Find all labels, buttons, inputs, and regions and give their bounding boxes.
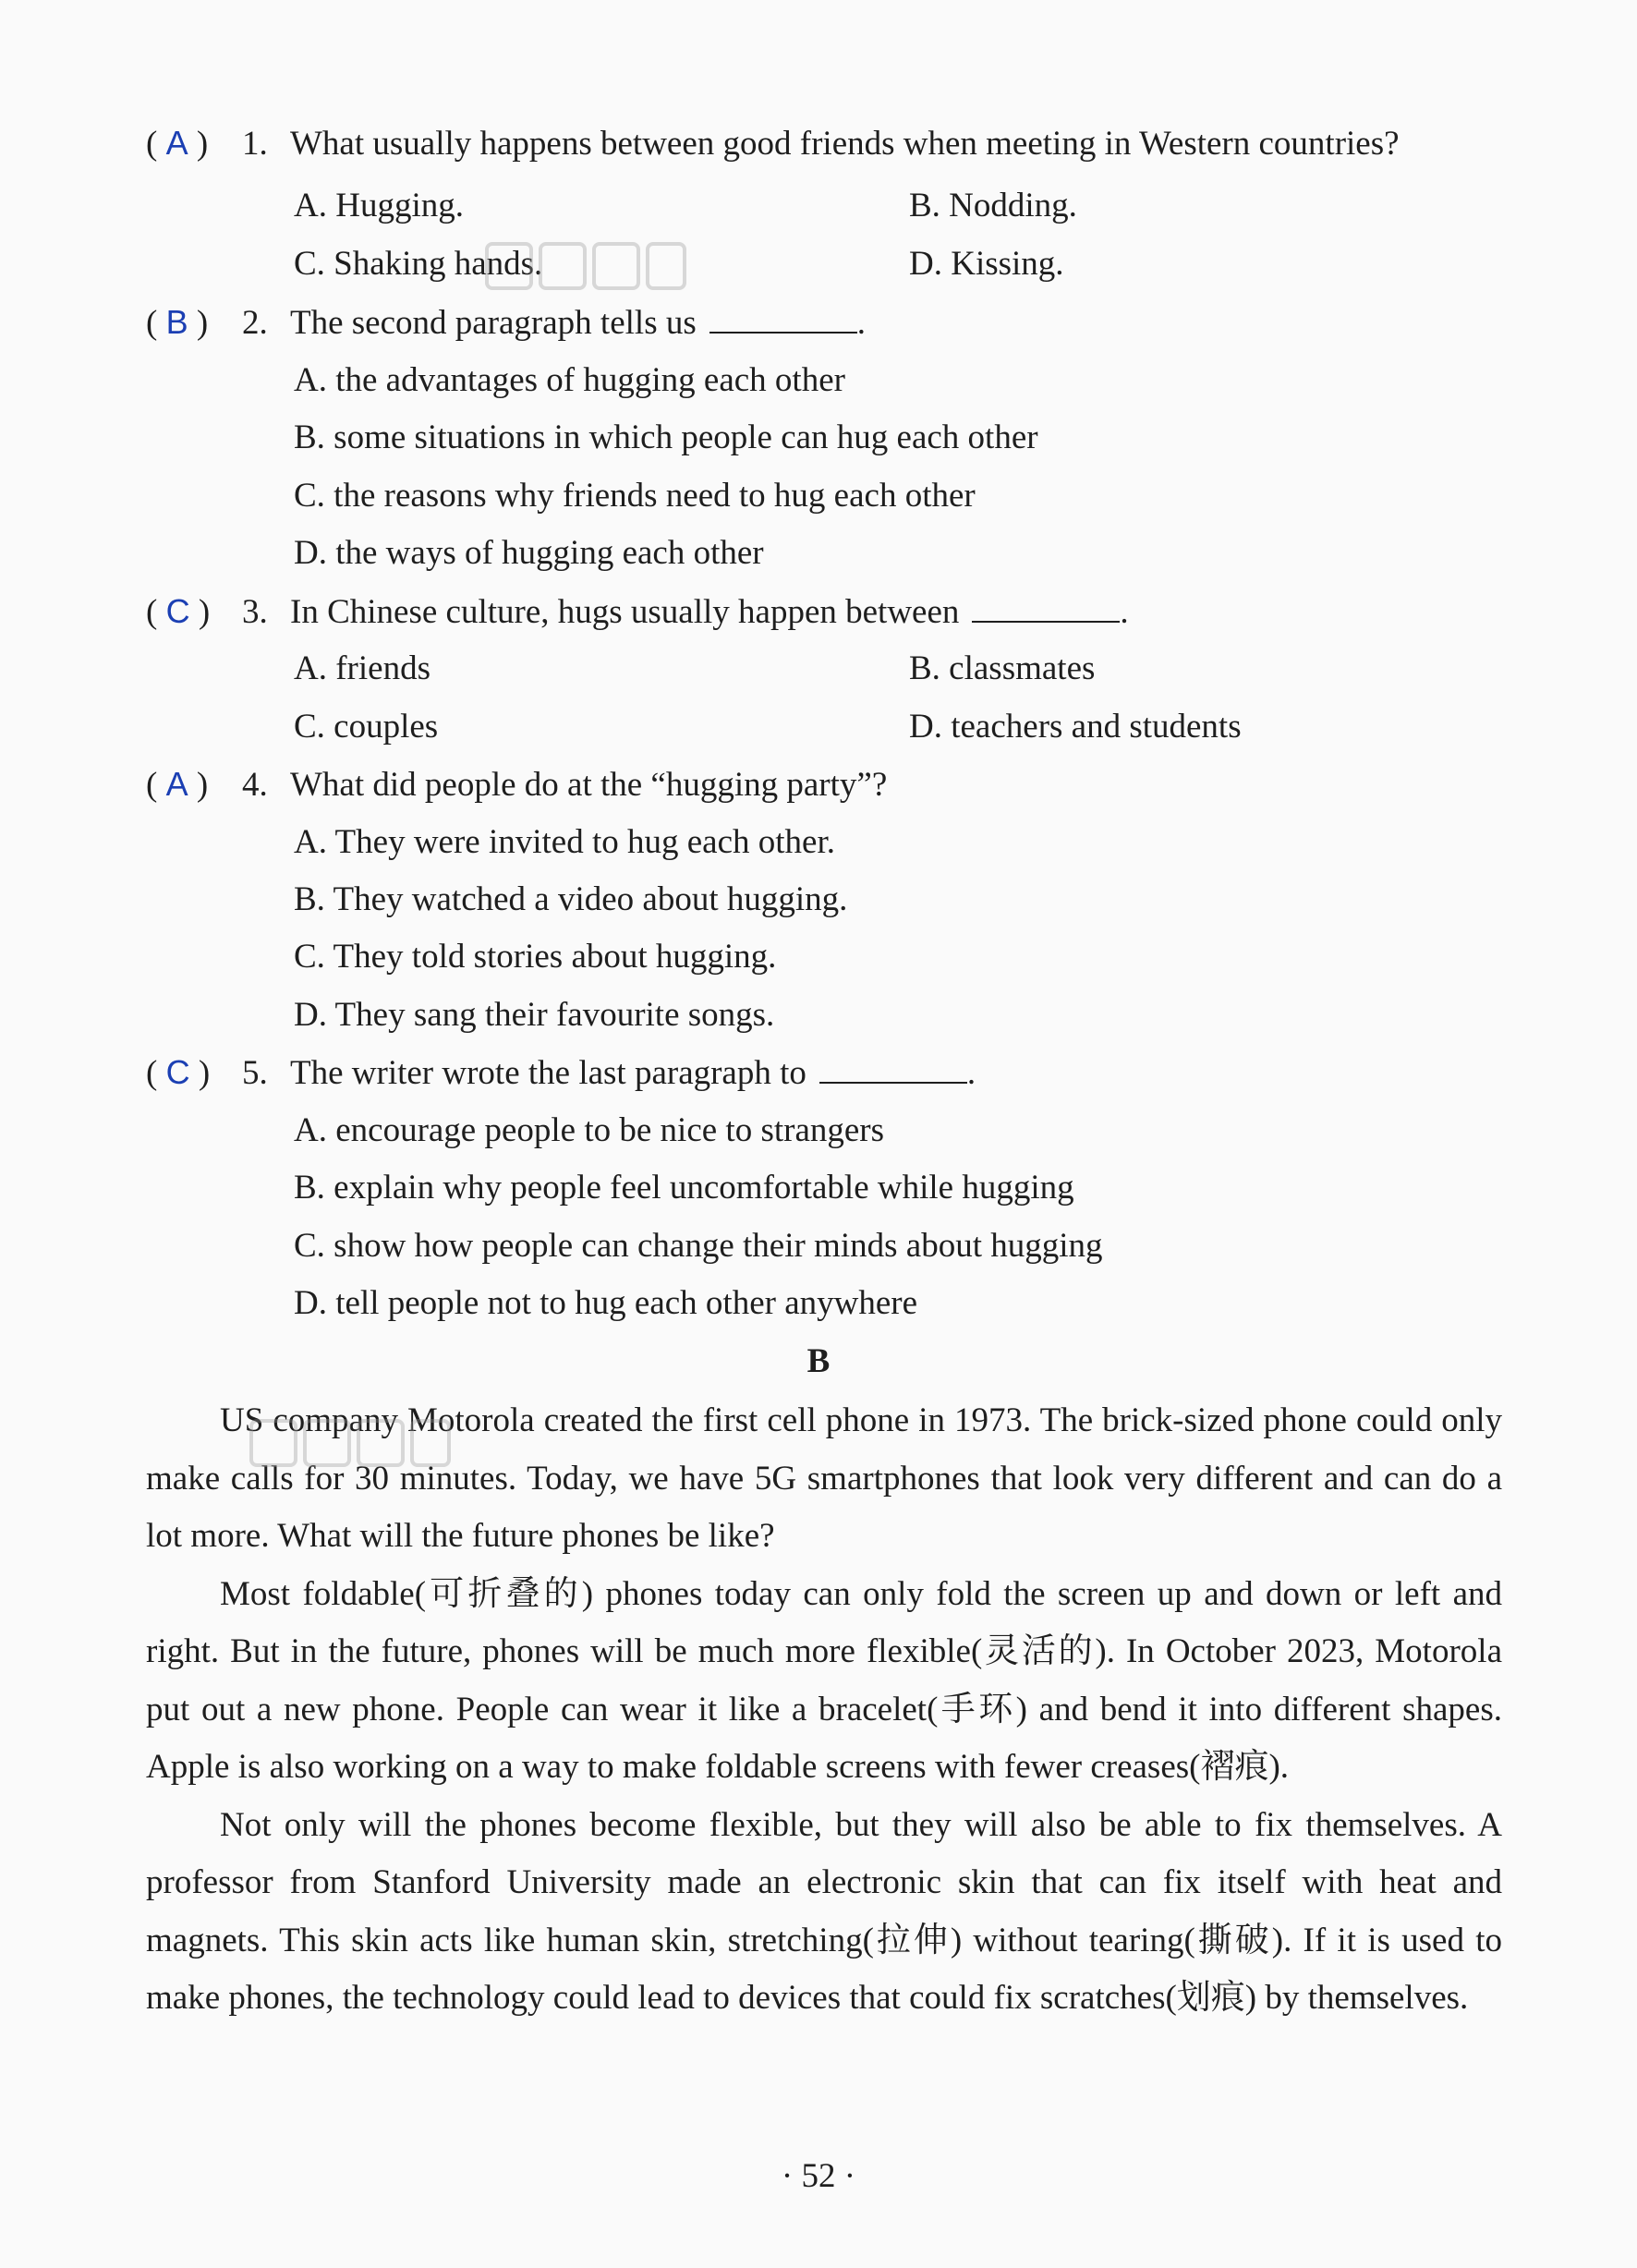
passage-paragraph-1: US company Motorola created the first cell phone in 1973. The brick-sized phone could only make calls for 30 minutes. Today, we have 5G smartphones that look very different and can do a lot more. What will the future phones be like?: [146, 1401, 1502, 1555]
watermark-logo: [249, 1415, 453, 1471]
question-suffix: .: [1120, 593, 1129, 631]
watermark: [249, 1415, 453, 1483]
answer-blank: [819, 1054, 967, 1084]
question-number: 2.: [242, 304, 268, 342]
answer-paren: ( C ): [146, 592, 211, 631]
question-1: [146, 122, 1400, 165]
question-number: 4.: [242, 766, 268, 804]
answer-blank: [972, 593, 1120, 623]
question-number: 3.: [242, 593, 268, 631]
option-b: B. Nodding.: [909, 187, 1077, 224]
option-d: D. Kissing.: [909, 245, 1064, 283]
reading-passage: [146, 1392, 1502, 2028]
option-b: B. explain why people feel uncomfortable while hugging: [294, 1169, 1074, 1207]
answer-paren: ( A ): [146, 124, 209, 163]
answer-paren: ( B ): [146, 303, 209, 342]
answer-letter: B: [165, 303, 188, 341]
question-3: [146, 590, 1129, 634]
watermark: [485, 238, 688, 306]
question-text: What did people do at the “hugging party”?: [290, 766, 888, 804]
question-2: [146, 301, 866, 345]
option-d: D. tell people not to hug each other anywhere: [294, 1284, 918, 1322]
option-c: C. show how people can change their minds about hugging: [294, 1227, 1103, 1265]
question-suffix: .: [966, 1054, 976, 1092]
option-a: A. They were invited to hug each other.: [294, 823, 836, 861]
question-text: What usually happens between good friends when meeting in Western countries?: [290, 125, 1400, 163]
question-text: The second paragraph tells us: [290, 304, 697, 342]
answer-paren: ( A ): [146, 765, 209, 804]
option-c: C. couples: [294, 708, 439, 746]
option-c: C. Shaking hands.: [294, 245, 543, 283]
question-number: 5.: [242, 1054, 268, 1092]
watermark-logo: [485, 238, 688, 294]
option-d: D. the ways of hugging each other: [294, 534, 764, 572]
option-b: B. classmates: [909, 649, 1096, 687]
passage-paragraph-2: Most foldable(可折叠的) phones today can only fold the screen up and down or left and right. But in the future, phones will be much more flexible(灵活的). In October 2023, Motorola put out a new phone. People can wear it like a bracelet(手环) and bend it into different shapes. Apple is also working on a way to make foldable screens with fewer creases(褶痕).: [146, 1574, 1502, 1786]
answer-paren: ( C ): [146, 1053, 211, 1092]
option-d: D. teachers and students: [909, 708, 1242, 746]
option-b: B. some situations in which people can hug each other: [294, 418, 1038, 456]
option-c: C. the reasons why friends need to hug each other: [294, 477, 976, 515]
answer-letter: A: [165, 124, 188, 162]
answer-letter: C: [165, 1053, 190, 1091]
question-text: The writer wrote the last paragraph to: [290, 1054, 806, 1092]
option-a: A. the advantages of hugging each other: [294, 361, 845, 399]
question-number: 1.: [242, 125, 268, 163]
option-d: D. They sang their favourite songs.: [294, 996, 775, 1034]
option-c: C. They told stories about hugging.: [294, 938, 777, 976]
option-a: A. friends: [294, 649, 430, 687]
option-a: A. encourage people to be nice to strangers: [294, 1111, 885, 1149]
option-a: A. Hugging.: [294, 187, 464, 224]
question-4: [146, 763, 887, 807]
question-text: In Chinese culture, hugs usually happen between: [290, 593, 960, 631]
section-heading: B: [806, 1342, 831, 1380]
passage-paragraph-3: Not only will the phones become flexible, but they will also be able to fix themselves. A professor from Stanford University made an electronic skin that can fix itself with heat and magnets. This skin acts like human skin, stretching(拉伸) without tearing(撕破). If it is used to make phones, the technology could lead to devices that could fix scratches(划痕) by themselves.: [146, 1805, 1502, 2017]
question-5: [146, 1051, 976, 1095]
answer-letter: C: [165, 592, 190, 630]
answer-letter: A: [165, 765, 188, 803]
option-b: B. They watched a video about hugging.: [294, 880, 848, 918]
page-number: · 52 ·: [781, 2157, 856, 2195]
answer-blank: [709, 304, 857, 334]
question-suffix: .: [856, 304, 866, 342]
